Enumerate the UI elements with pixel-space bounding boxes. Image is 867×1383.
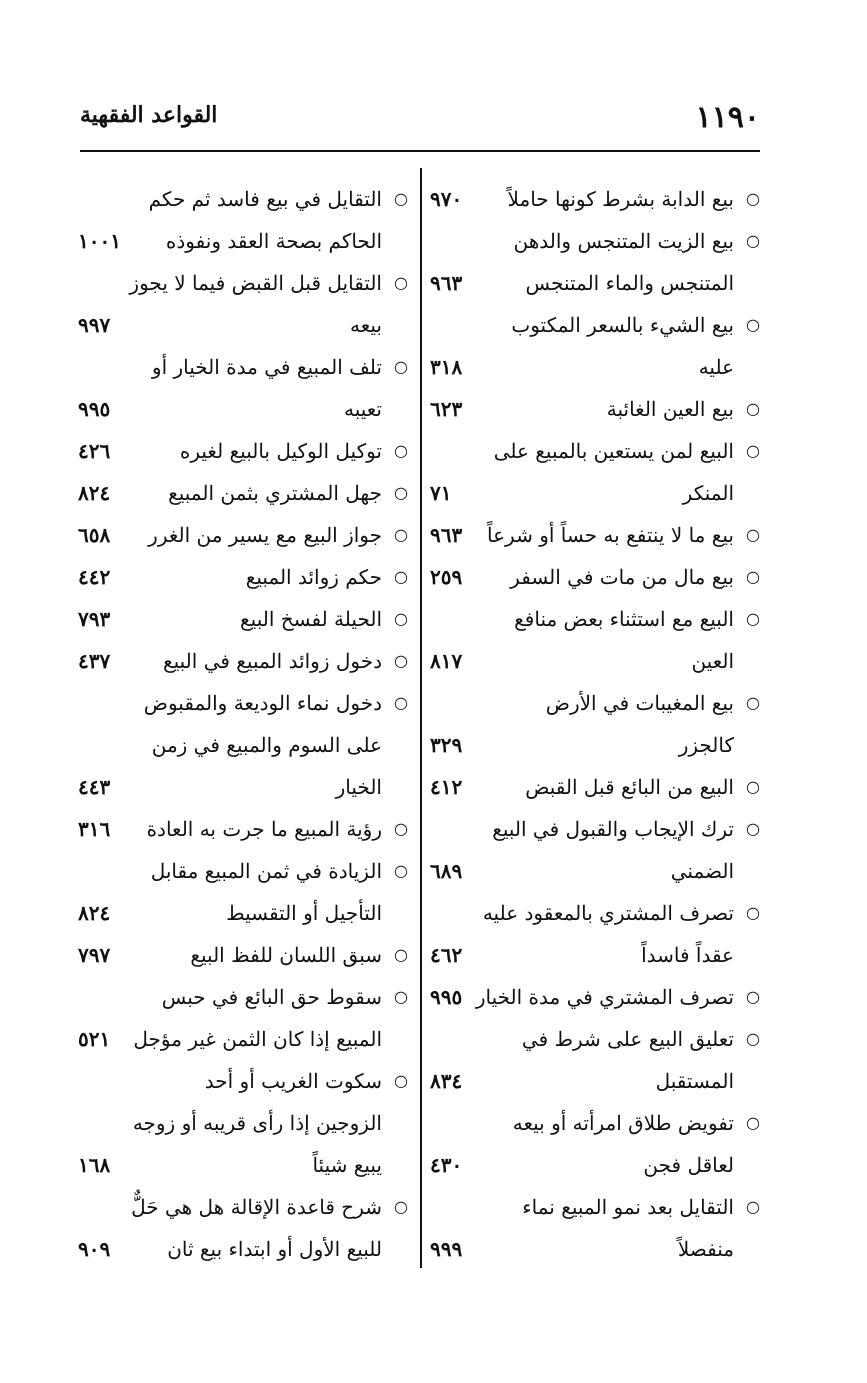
entry-page-number: ٤٣٧ (78, 649, 111, 673)
header-rule (80, 150, 760, 152)
bullet-icon: ○ (746, 441, 760, 460)
bullet-icon: ○ (394, 273, 408, 292)
index-entry (430, 892, 760, 976)
index-entry (430, 682, 760, 766)
entry-text-line: الخيار (335, 775, 382, 799)
entry-text-line: التقايل في بيع فاسد ثم حكم (148, 187, 382, 211)
index-entry (78, 262, 408, 346)
bullet-icon: ○ (746, 1197, 760, 1216)
entry-text-line: سبق اللسان للفظ البيع (190, 943, 382, 967)
entry-text-line: بيع مال من مات في السفر (510, 565, 734, 589)
page-number: ١١٩٠ (695, 100, 760, 135)
entry-text-line: الضمني (670, 859, 734, 883)
bullet-icon: ○ (394, 483, 408, 502)
index-entry (430, 304, 760, 388)
index-entry (430, 808, 760, 892)
bullet-icon: ○ (394, 945, 408, 964)
entry-text-line: البيع من البائع قبل القبض (525, 775, 734, 799)
entry-page-number: ٤٦٢ (430, 943, 463, 967)
page-header (80, 100, 760, 150)
index-entry (430, 430, 760, 514)
entry-page-number: ٤١٢ (430, 775, 463, 799)
index-entry (78, 346, 408, 430)
entry-text-line: تصرف المشتري بالمعقود عليه (482, 901, 734, 925)
entry-page-number: ٣١٦ (78, 817, 111, 841)
bullet-icon: ○ (394, 1071, 408, 1090)
entry-text-line: ترك الإيجاب والقبول في البيع (492, 817, 734, 841)
entry-text-line: دخول زوائد المبيع في البيع (162, 649, 382, 673)
index-entry (430, 1102, 760, 1186)
entry-text-line: بيع المغيبات في الأرض (545, 691, 734, 715)
entry-text-line: تفويض طلاق امرأته أو بيعه (512, 1111, 734, 1135)
bullet-icon: ○ (746, 189, 760, 208)
entry-page-number: ٧٩٧ (78, 943, 111, 967)
entry-text-line: عليه (698, 355, 734, 379)
entry-page-number: ٦٥٨ (78, 523, 111, 547)
entry-page-number: ٣٢٩ (430, 733, 463, 757)
entry-text-line: تعيبه (343, 397, 382, 421)
entry-page-number: ٨٢٤ (78, 481, 111, 505)
entry-text-line: البيع مع استثناء بعض منافع (514, 607, 734, 631)
index-entry (78, 514, 408, 556)
entry-text-line: الحيلة لفسخ البيع (240, 607, 382, 631)
index-entry (430, 976, 760, 1018)
bullet-icon: ○ (746, 231, 760, 250)
index-entry (78, 850, 408, 934)
entry-text-line: تعليق البيع على شرط في (521, 1027, 734, 1051)
index-entry (78, 556, 408, 598)
entry-text-line: رؤية المبيع ما جرت به العادة (146, 817, 382, 841)
index-entry (430, 388, 760, 430)
entry-text-line: شرح قاعدة الإقالة هل هي حَلٌّ (131, 1195, 382, 1219)
entry-page-number: ٩٩٩ (430, 1237, 463, 1261)
entry-text-line: المنكر (682, 481, 734, 505)
bullet-icon: ○ (746, 903, 760, 922)
bullet-icon: ○ (394, 609, 408, 628)
bullet-icon: ○ (746, 399, 760, 418)
index-column-left (78, 178, 408, 1278)
entry-text-line: الحاكم بصحة العقد ونفوذه (165, 229, 382, 253)
entry-text-line: لعاقل فجن (643, 1153, 734, 1177)
entry-text-line: يبيع شيئاً (312, 1153, 382, 1177)
entry-text-line: بيع ما لا ينتفع به حساً أو شرعاً (487, 523, 734, 547)
bullet-icon: ○ (746, 567, 760, 586)
bullet-icon: ○ (746, 525, 760, 544)
entry-text-line: للبيع الأول أو ابتداء بيع ثان (167, 1237, 382, 1261)
bullet-icon: ○ (394, 819, 408, 838)
index-entry (430, 1186, 760, 1270)
book-title: القواعد الفقهية (80, 102, 218, 128)
entry-text-line: سكوت الغريب أو أحد (204, 1069, 382, 1093)
index-entry (78, 1186, 408, 1270)
entry-text-line: دخول نماء الوديعة والمقبوض (143, 691, 382, 715)
entry-page-number: ٩٠٩ (78, 1237, 111, 1261)
entry-text-line: التقايل بعد نمو المبيع نماء (522, 1195, 734, 1219)
entry-text-line: حكم زوائد المبيع (245, 565, 382, 589)
index-entry (78, 1060, 408, 1186)
entry-text-line: التأجيل أو التقسيط (226, 901, 382, 925)
entry-text-line: المبيع إذا كان الثمن غير مؤجل (133, 1027, 382, 1051)
entry-text-line: بيع الدابة بشرط كونها حاملاً (507, 187, 734, 211)
entry-page-number: ١٦٨ (78, 1153, 111, 1177)
entry-text-line: بيعه (350, 313, 382, 337)
entry-text-line: البيع لمن يستعين بالمبيع على (493, 439, 734, 463)
entry-text-line: بيع الشيء بالسعر المكتوب (511, 313, 734, 337)
entry-text-line: بيع الزيت المتنجس والدهن (513, 229, 734, 253)
bullet-icon: ○ (746, 987, 760, 1006)
bullet-icon: ○ (746, 693, 760, 712)
index-column-right (430, 178, 760, 1278)
bullet-icon: ○ (394, 861, 408, 880)
entry-page-number: ٩٦٣ (430, 271, 463, 295)
entry-text-line: على السوم والمبيع في زمن (151, 733, 382, 757)
entry-text-line: كالجزر (678, 733, 734, 757)
bullet-icon: ○ (746, 1113, 760, 1132)
entry-text-line: منفصلاً (677, 1237, 734, 1261)
entry-page-number: ٩٩٥ (430, 985, 463, 1009)
entry-page-number: ٣١٨ (430, 355, 463, 379)
entry-text-line: جهل المشتري بثمن المبيع (168, 481, 382, 505)
bullet-icon: ○ (746, 819, 760, 838)
entry-text-line: توكيل الوكيل بالبيع لغيره (179, 439, 382, 463)
bullet-icon: ○ (746, 315, 760, 334)
entry-page-number: ٥٢١ (78, 1027, 111, 1051)
index-entry (78, 934, 408, 976)
index-entry (78, 976, 408, 1060)
entry-page-number: ٢٥٩ (430, 565, 463, 589)
entry-text-line: جواز البيع مع يسير من الغرر (148, 523, 382, 547)
index-entry (430, 1018, 760, 1102)
index-entry (430, 514, 760, 556)
bullet-icon: ○ (394, 651, 408, 670)
entry-text-line: الزيادة في ثمن المبيع مقابل (150, 859, 382, 883)
entry-text-line: سقوط حق البائع في حبس (161, 985, 382, 1009)
entry-text-line: التقايل قبل القبض فيما لا يجوز (129, 271, 382, 295)
entry-page-number: ٤٢٦ (78, 439, 111, 463)
bullet-icon: ○ (746, 777, 760, 796)
entry-page-number: ٦٨٩ (430, 859, 463, 883)
bullet-icon: ○ (394, 357, 408, 376)
index-entry (430, 178, 760, 220)
entry-text-line: المستقبل (655, 1069, 734, 1093)
bullet-icon: ○ (394, 525, 408, 544)
entry-page-number: ٤٣٠ (430, 1153, 463, 1177)
entry-page-number: ٩٩٥ (78, 397, 111, 421)
entry-text-line: تصرف المشتري في مدة الخيار (475, 985, 734, 1009)
entry-page-number: ٩٧٠ (430, 187, 463, 211)
index-entry (78, 682, 408, 808)
entry-text-line: عقداً فاسداً (641, 943, 734, 967)
bullet-icon: ○ (394, 189, 408, 208)
entry-page-number: ٩٩٧ (78, 313, 111, 337)
entry-text-line: العين (691, 649, 734, 673)
index-entry (78, 808, 408, 850)
bullet-icon: ○ (746, 609, 760, 628)
entry-page-number: ٨٢٤ (78, 901, 111, 925)
bullet-icon: ○ (394, 987, 408, 1006)
entry-page-number: ٧٩٣ (78, 607, 111, 631)
index-entry (78, 640, 408, 682)
bullet-icon: ○ (394, 1197, 408, 1216)
entry-page-number: ٤٤٢ (78, 565, 111, 589)
entry-text-line: تلف المبيع في مدة الخيار أو (151, 355, 382, 379)
index-entry (430, 220, 760, 304)
index-entry (78, 430, 408, 472)
index-entry (78, 178, 408, 262)
entry-page-number: ٦٢٣ (430, 397, 463, 421)
bullet-icon: ○ (394, 567, 408, 586)
entry-page-number: ١٠٠١ (78, 229, 121, 253)
index-entry (78, 598, 408, 640)
entry-text-line: الزوجين إذا رأى قريبه أو زوجه (132, 1111, 382, 1135)
index-entry (430, 766, 760, 808)
entry-text-line: بيع العين الغائبة (606, 397, 734, 421)
entry-page-number: ٩٦٣ (430, 523, 463, 547)
bullet-icon: ○ (746, 1029, 760, 1048)
entry-text-line: المتنجس والماء المتنجس (525, 271, 734, 295)
index-entry (78, 472, 408, 514)
column-divider (420, 168, 422, 1268)
bullet-icon: ○ (394, 693, 408, 712)
index-entry (430, 598, 760, 682)
entry-page-number: ٤٤٣ (78, 775, 111, 799)
entry-page-number: ٧١ (430, 481, 452, 505)
entry-page-number: ٨١٧ (430, 649, 463, 673)
bullet-icon: ○ (394, 441, 408, 460)
entry-page-number: ٨٣٤ (430, 1069, 463, 1093)
index-entry (430, 556, 760, 598)
